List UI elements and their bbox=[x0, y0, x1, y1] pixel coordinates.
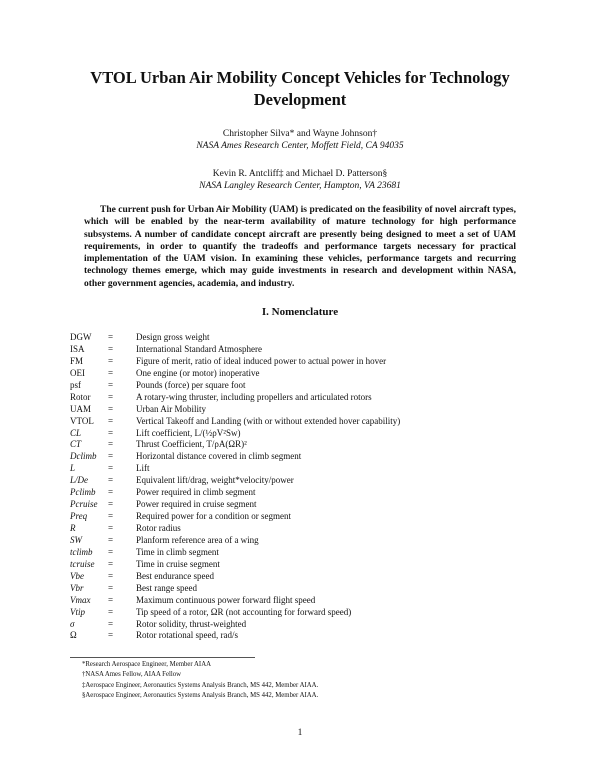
nomenclature-definition: Urban Air Mobility bbox=[136, 403, 206, 414]
nomenclature-row bbox=[70, 463, 540, 475]
nomenclature-row bbox=[70, 368, 540, 380]
nomenclature-definition: Lift coefficient, L/(½ρV²Sw) bbox=[136, 427, 241, 438]
nomenclature-row bbox=[70, 404, 540, 416]
nomenclature-definition: Maximum continuous power forward flight speed bbox=[136, 594, 316, 605]
nomenclature-definition: Vertical Takeoff and Landing (with or without extended hover capability) bbox=[136, 415, 401, 426]
nomenclature-symbol: VTOL bbox=[70, 415, 94, 426]
nomenclature-equals: = bbox=[108, 582, 114, 593]
nomenclature-row bbox=[70, 475, 540, 487]
nomenclature-symbol: Ω bbox=[70, 630, 77, 641]
nomenclature-definition: Tip speed of a rotor, ΩR (not accounting for forward speed) bbox=[136, 606, 352, 617]
nomenclature-symbol: CT bbox=[70, 439, 82, 450]
nomenclature-definition: Time in climb segment bbox=[136, 546, 219, 557]
nomenclature-equals: = bbox=[108, 475, 114, 486]
nomenclature-definition: Planform reference area of a wing bbox=[136, 534, 259, 545]
nomenclature-definition: Rotor radius bbox=[136, 523, 181, 533]
nomenclature-equals: = bbox=[108, 558, 114, 569]
nomenclature-definition: Best endurance speed bbox=[136, 570, 214, 581]
nomenclature-equals: = bbox=[108, 618, 114, 629]
nomenclature-definition: Horizontal distance covered in climb segment bbox=[136, 451, 302, 462]
nomenclature-symbol: R bbox=[70, 523, 76, 533]
footnote: §Aerospace Engineer, Aeronautics Systems Analysis Branch, MS 442, Member AIAA. bbox=[82, 691, 319, 699]
nomenclature-equals: = bbox=[108, 439, 114, 450]
nomenclature-equals: = bbox=[108, 415, 114, 426]
nomenclature-equals: = bbox=[108, 594, 114, 605]
nomenclature-equals: = bbox=[108, 546, 114, 557]
nomenclature-row bbox=[70, 416, 540, 428]
nomenclature-symbol: SW bbox=[70, 534, 82, 545]
nomenclature-definition: Design gross weight bbox=[136, 332, 210, 342]
nomenclature-symbol: Vbe bbox=[70, 570, 84, 581]
nomenclature-row bbox=[70, 380, 540, 392]
nomenclature-row bbox=[70, 547, 540, 559]
footnote: *Research Aerospace Engineer, Member AIAA bbox=[82, 661, 212, 668]
nomenclature-definition: Power required in climb segment bbox=[136, 487, 256, 498]
nomenclature-definition: Best range speed bbox=[136, 582, 197, 593]
nomenclature-symbol: Vtip bbox=[70, 606, 85, 617]
nomenclature-equals: = bbox=[108, 534, 114, 545]
nomenclature-row bbox=[70, 428, 540, 440]
nomenclature-row bbox=[70, 511, 540, 523]
nomenclature-symbol: Pcruise bbox=[70, 499, 98, 510]
nomenclature-row bbox=[70, 487, 540, 499]
page-number: 1 bbox=[297, 728, 303, 738]
nomenclature-equals: = bbox=[108, 499, 114, 510]
nomenclature-equals: = bbox=[108, 487, 114, 498]
nomenclature-row bbox=[70, 583, 540, 595]
nomenclature-definition: Rotor rotational speed, rad/s bbox=[136, 630, 238, 641]
abstract: The current push for Urban Air Mobility (UAM) is predicated on the feasibility of novel aircraft types, which will be enabled by the near-term availability of mature technology for high performance subsystems. A number of candidate concept aircraft are presently being designed to meet a set of UAM requirements, in order to quantify the tradeoffs and performance targets necessary for practical implementation of the UAM vision. In examining these vehicles, performance targets and recurring technology themes emerge, which may guide investments in research and development within NASA, other government agencies, academia, and industry. bbox=[84, 205, 516, 289]
nomenclature-definition: Pounds (force) per square foot bbox=[136, 379, 246, 390]
nomenclature-symbol: tcruise bbox=[70, 558, 95, 569]
nomenclature-definition: One engine (or motor) inoperative bbox=[136, 367, 260, 378]
footnotes bbox=[82, 660, 522, 701]
nomenclature-equals: = bbox=[108, 606, 114, 617]
nomenclature-symbol: CL bbox=[70, 427, 82, 438]
author-block-1 bbox=[60, 128, 540, 152]
nomenclature-definition: Required power for a condition or segment bbox=[136, 511, 291, 522]
nomenclature-equals: = bbox=[108, 523, 114, 533]
nomenclature-equals: = bbox=[108, 343, 114, 354]
nomenclature-row bbox=[70, 332, 540, 344]
nomenclature-definition: Figure of merit, ratio of ideal induced power to actual power in hover bbox=[136, 355, 387, 366]
footnote: †NASA Ames Fellow, AIAA Fellow bbox=[82, 671, 182, 679]
nomenclature-equals: = bbox=[108, 332, 114, 342]
nomenclature-symbol: tclimb bbox=[70, 546, 93, 557]
nomenclature-definition: Equivalent lift/drag, weight*velocity/power bbox=[136, 475, 294, 486]
nomenclature-row bbox=[70, 595, 540, 607]
nomenclature-definition: Lift bbox=[136, 463, 150, 474]
footnote-divider bbox=[70, 657, 255, 658]
nomenclature-equals: = bbox=[108, 451, 114, 462]
nomenclature-list bbox=[70, 332, 540, 642]
nomenclature-definition: Time in cruise segment bbox=[136, 558, 220, 569]
nomenclature-row bbox=[70, 356, 540, 368]
nomenclature-definition: International Standard Atmosphere bbox=[136, 343, 262, 354]
nomenclature-symbol: L bbox=[70, 463, 76, 474]
footnote: ‡Aerospace Engineer, Aeronautics Systems Analysis Branch, MS 442, Member AIAA. bbox=[82, 681, 319, 689]
nomenclature-row bbox=[70, 619, 540, 631]
author-names: Christopher Silva* and Wayne Johnson† bbox=[222, 129, 378, 139]
nomenclature-definition: Rotor solidity, thrust-weighted bbox=[136, 618, 247, 629]
nomenclature-symbol: FM bbox=[70, 355, 84, 366]
author-block-2 bbox=[60, 168, 540, 192]
nomenclature-symbol: Rotor bbox=[70, 391, 91, 402]
nomenclature-symbol: UAM bbox=[70, 403, 92, 414]
author-affiliation: NASA Langley Research Center, Hampton, VA 23681 bbox=[199, 181, 401, 191]
nomenclature-row bbox=[70, 451, 540, 463]
nomenclature-row bbox=[70, 523, 540, 535]
nomenclature-equals: = bbox=[108, 367, 114, 378]
author-names: Kevin R. Antcliff‡ and Michael D. Patterson§ bbox=[212, 169, 388, 179]
nomenclature-row bbox=[70, 559, 540, 571]
nomenclature-equals: = bbox=[108, 511, 114, 522]
nomenclature-symbol: Dclimb bbox=[70, 451, 97, 462]
nomenclature-equals: = bbox=[108, 570, 114, 581]
nomenclature-row bbox=[70, 499, 540, 511]
nomenclature-symbol: Vbr bbox=[70, 582, 84, 593]
nomenclature-symbol: DGW bbox=[70, 332, 92, 342]
nomenclature-row bbox=[70, 607, 540, 619]
nomenclature-equals: = bbox=[108, 463, 114, 474]
nomenclature-row bbox=[70, 392, 540, 404]
author-affiliation: NASA Ames Research Center, Moffett Field, CA 94035 bbox=[196, 141, 404, 151]
nomenclature-symbol: Preq bbox=[70, 511, 88, 522]
nomenclature-equals: = bbox=[108, 630, 114, 641]
nomenclature-row bbox=[70, 439, 540, 451]
nomenclature-symbol: Vmax bbox=[70, 594, 91, 605]
nomenclature-symbol: L/De bbox=[70, 475, 88, 486]
nomenclature-symbol: OEI bbox=[70, 367, 85, 378]
nomenclature-definition: Thrust Coefficient, T/ρA(ΩR)² bbox=[136, 439, 247, 450]
nomenclature-definition: A rotary-wing thruster, including propellers and articulated rotors bbox=[136, 391, 372, 402]
nomenclature-equals: = bbox=[108, 391, 114, 402]
nomenclature-symbol: psf bbox=[70, 379, 81, 390]
nomenclature-equals: = bbox=[108, 403, 114, 414]
nomenclature-row bbox=[70, 571, 540, 583]
nomenclature-equals: = bbox=[108, 427, 114, 438]
nomenclature-symbol: σ bbox=[70, 618, 75, 629]
nomenclature-row bbox=[70, 535, 540, 547]
nomenclature-row bbox=[70, 344, 540, 356]
nomenclature-row bbox=[70, 630, 540, 642]
nomenclature-symbol: Pclimb bbox=[70, 487, 96, 498]
paper-title: VTOL Urban Air Mobility Concept Vehicles for Technology Development bbox=[90, 68, 510, 109]
nomenclature-equals: = bbox=[108, 379, 114, 390]
nomenclature-symbol: ISA bbox=[70, 343, 85, 354]
nomenclature-equals: = bbox=[108, 355, 114, 366]
section-heading: I. Nomenclature bbox=[261, 306, 339, 318]
nomenclature-definition: Power required in cruise segment bbox=[136, 499, 257, 510]
